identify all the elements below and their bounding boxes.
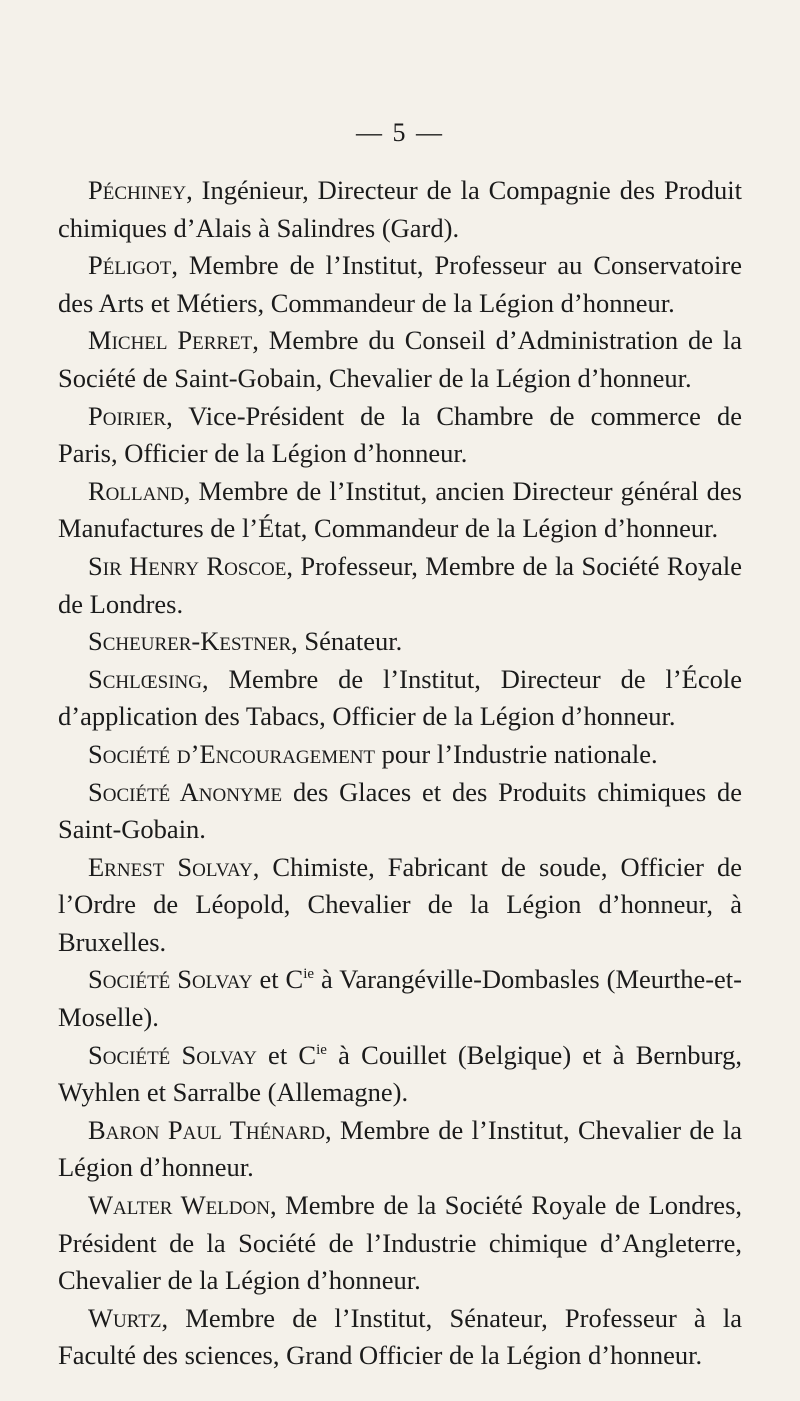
entry-text-before: et C xyxy=(256,1039,317,1070)
entry-name: Sir Henry Roscoe xyxy=(88,550,287,581)
entry-name: Michel Perret xyxy=(88,325,253,356)
page-number: — 5 — xyxy=(356,118,444,147)
entry-name: Société Solvay xyxy=(88,964,253,995)
list-entry xyxy=(58,322,742,397)
list-entry xyxy=(58,1187,742,1300)
list-entry xyxy=(58,1112,742,1187)
entry-text: , Membre de l’Institut, Sénateur, Professeur à la Faculté des sciences, Grand Officier de la Légion d’honneur. xyxy=(58,1302,742,1371)
entry-name: Ernest Solvay xyxy=(88,851,253,882)
entry-superscript: ie xyxy=(303,966,315,983)
entry-text-before: et C xyxy=(252,964,304,995)
entry-name: Péligot xyxy=(88,250,172,281)
list-entry xyxy=(58,247,742,322)
entry-name: Société d’Encouragement xyxy=(88,738,376,769)
member-list xyxy=(58,172,742,1375)
entry-text: à Couillet (Belgique) et à Bernburg, Wyhlen et Sarralbe (Allemagne). xyxy=(58,1039,742,1108)
list-entry xyxy=(58,736,742,774)
entry-text: , Membre du Conseil d’Administration de la Société de Saint-Gobain, Chevalier de la Légion d’honneur. xyxy=(58,325,742,393)
list-entry xyxy=(58,473,742,548)
entry-text: , Vice-Président de la Chambre de commerce de Paris, Officier de la Légion d’honneur. xyxy=(58,400,742,469)
entry-text: des Glaces et des Produits chimiques de Saint-Gobain. xyxy=(58,776,742,845)
entry-text: , Professeur, Membre de la Société Royale de Londres. xyxy=(58,550,742,619)
entry-text: , Chimiste, Fabricant de soude, Officier de l’Ordre de Léopold, Chevalier de la Légion d’honneur, à Bruxelles. xyxy=(58,851,742,957)
list-entry xyxy=(58,1300,742,1375)
entry-text: à Varangéville-Dombasles (Meurthe-et-Moselle). xyxy=(58,964,742,1033)
list-entry xyxy=(58,398,742,473)
entry-text: , Sénateur. xyxy=(291,626,403,657)
entry-text: , Ingénieur, Directeur de la Compagnie des Produit chimiques d’Alais à Salindres (Gard). xyxy=(58,175,742,243)
entry-text: , Membre de l’Institut, Professeur au Conservatoire des Arts et Métiers, Commandeur de la Légion d’honneur. xyxy=(58,250,742,318)
entry-name: Société Solvay xyxy=(88,1039,257,1070)
list-entry xyxy=(58,849,742,962)
list-entry xyxy=(58,548,742,623)
entry-text: , Membre de la Société Royale de Londres, Président de la Société de l’Industrie chimique d’Angleterre, Chevalier de la Légion d’honneur. xyxy=(58,1190,743,1296)
list-entry xyxy=(58,1037,742,1112)
entry-name: Rolland xyxy=(88,475,184,506)
entry-name: Péchiney xyxy=(88,175,187,205)
entry-text: , Membre de l’Institut, Directeur de l’École d’application des Tabacs, Officier de la Légion d’honneur. xyxy=(58,663,742,732)
entry-name: Baron Paul Thénard xyxy=(88,1114,326,1145)
entry-name: Scheurer-Kestner xyxy=(88,626,292,657)
entry-text: , Membre de l’Institut, Chevalier de la Légion d’honneur. xyxy=(58,1114,742,1183)
entry-text: , Membre de l’Institut, ancien Directeur général des Manufactures de l’État, Commandeur de la Légion d’honneur. xyxy=(58,475,742,544)
entry-name: Schlœsing xyxy=(88,663,202,694)
list-entry xyxy=(58,774,742,849)
entry-name: Poirier xyxy=(88,400,167,431)
entry-name: Walter Weldon xyxy=(88,1190,270,1221)
entry-text: pour l’Industrie nationale. xyxy=(375,738,658,769)
list-entry xyxy=(58,661,742,736)
list-entry xyxy=(58,623,742,661)
list-entry xyxy=(58,172,742,247)
entry-name: Société Anonyme xyxy=(88,776,283,807)
list-entry xyxy=(58,961,742,1036)
entry-name: Wurtz xyxy=(88,1302,162,1333)
entry-superscript: ie xyxy=(316,1041,327,1058)
